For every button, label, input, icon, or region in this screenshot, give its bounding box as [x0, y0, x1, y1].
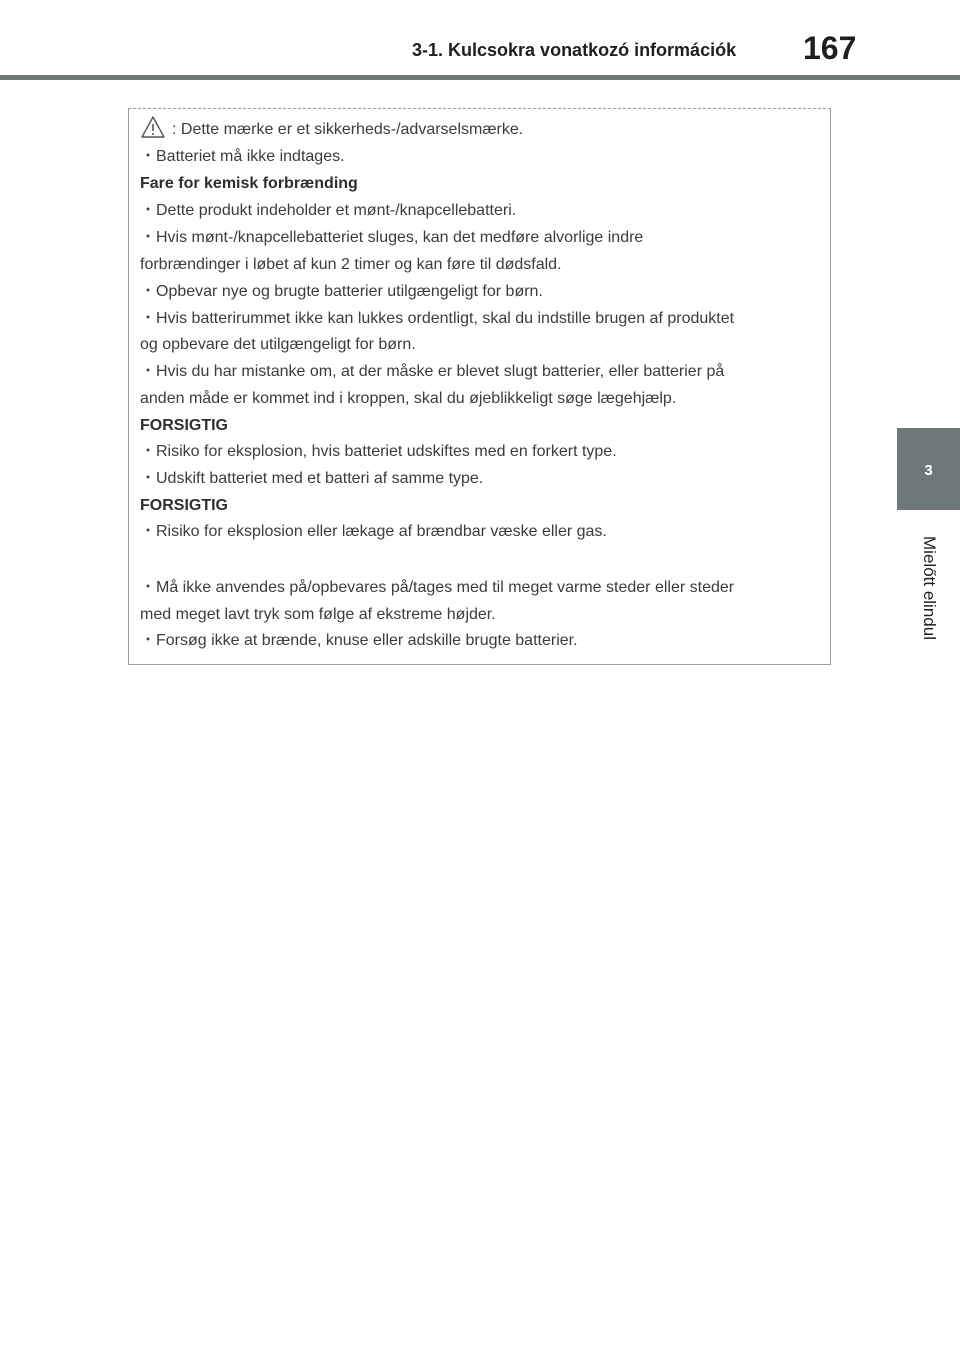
notice-line: anden måde er kommet ind i kroppen, skal du øjeblikkeligt søge lægehjælp. [140, 390, 677, 407]
notice-line: ・Hvis batterirummet ikke kan lukkes ordentligt, skal du indstille brugen af produktet [140, 310, 735, 327]
notice-line: ・Hvis mønt-/knapcellebatteriet sluges, kan det medføre alvorlige indre [140, 229, 644, 246]
notice-line: ・Hvis du har mistanke om, at der måske er blevet slugt batterier, eller batterier på [140, 363, 725, 380]
notice-line: ・Risiko for eksplosion eller lækage af brændbar væske eller gas. [140, 523, 607, 540]
notice-line: ・Batteriet må ikke indtages. [140, 148, 345, 165]
page-number: 167 [803, 30, 857, 66]
notice-line: ・Risiko for eksplosion, hvis batteriet udskiftes med en forkert type. [140, 443, 617, 460]
notice-line: forbrændinger i løbet af kun 2 timer og kan føre til dødsfald. [140, 256, 562, 273]
notice-heading: Fare for kemisk forbrænding [140, 175, 358, 192]
notice-line: : Dette mærke er et sikkerheds-/advarselsmærke. [172, 121, 524, 138]
warning-triangle-icon [141, 116, 165, 138]
notice-line: ・Må ikke anvendes på/opbevares på/tages med til meget varme steder eller steder [140, 579, 735, 596]
section-title: 3-1. Kulcsokra vonatkozó információk [412, 40, 737, 60]
notice-line: med meget lavt tryk som følge af ekstreme højder. [140, 606, 496, 623]
notice-line: ・Dette produkt indeholder et mønt-/knapcellebatteri. [140, 202, 517, 219]
notice-heading: FORSIGTIG [140, 497, 228, 514]
notice-line: og opbevare det utilgængeligt for børn. [140, 336, 416, 353]
chapter-tab [897, 428, 960, 510]
notice-line: ・Opbevar nye og brugte batterier utilgængeligt for børn. [140, 283, 543, 300]
chapter-label: Mielőtt elindul [920, 536, 939, 640]
chapter-number: 3 [924, 462, 933, 479]
notice-heading: FORSIGTIG [140, 417, 228, 434]
notice-line: ・Udskift batteriet med et batteri af samme type. [140, 470, 484, 487]
header-rule [0, 75, 960, 80]
notice-line: ・Forsøg ikke at brænde, knuse eller adskille brugte batterier. [140, 632, 578, 649]
